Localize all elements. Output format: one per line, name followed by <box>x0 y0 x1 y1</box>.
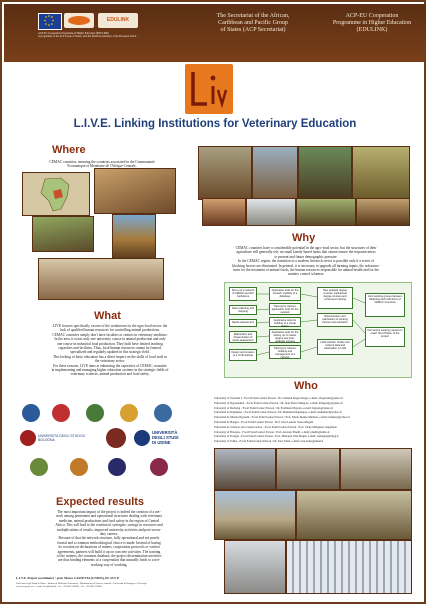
dschang-logo <box>86 404 104 422</box>
bangui-logo <box>154 404 172 422</box>
tour-photo <box>296 490 412 540</box>
acp-line-3: of States (ACP Secretariat) <box>220 27 286 33</box>
acp-secretariat-text <box>198 13 308 34</box>
what-line-11: in implementing and managing higher education systems in the strategic fields of <box>51 368 169 373</box>
edulink-line-2: Programme in Higher Education <box>332 20 412 26</box>
udine-label-line-2: DEGLI STUDI <box>152 435 179 440</box>
page-title: L.I.V.E. Linking Institutions for Veterinary Education <box>73 118 357 130</box>
eu-stars-icon <box>38 13 60 28</box>
perugia-logo <box>106 428 126 448</box>
flow-box-permanent-network: Permanent working network to reach 'Next Phase' of the project <box>365 327 405 347</box>
why-line-3: to present and future demographic pressure. <box>274 254 338 259</box>
flow-box-data: Data collecting and mapping <box>229 305 257 315</box>
who-entry-4: Université de Ndjamena - Focal Point/Contact Person : Dr. Mahamat Deguiagou, e-mail: mahamatd@yahoo.fr <box>214 410 342 415</box>
expected-line-11: of the trainers, the common database, the project dissemination activities <box>56 554 162 559</box>
expected-line-7: Because of that the network structure, fully operational and not purely <box>58 536 160 541</box>
who-entry-7: Université de Sciences de la Santé Gabon - Focal Point/Contact Person : Prof. Vicky Mbigueno Angelique <box>214 424 337 429</box>
what-line-5: one course in industrial food production. They both have limited teaching <box>57 341 163 346</box>
what-line-7: specialized and regularly updated in this strategic field. <box>70 350 150 355</box>
bologna-seal-icon <box>20 430 36 446</box>
where-line-1: CEMAC countries, meaning the countries associated in the Communauté <box>49 160 155 164</box>
udine-label-line-3: DI UDINE <box>152 440 171 445</box>
expected-line-5: multiplications of results, improved university activities and post-secon- <box>57 527 161 532</box>
africa-map-icon <box>23 173 89 215</box>
why-line-4: In the CEMAC region, the transition to a modern livestock sector is possible only if a series of <box>238 259 374 264</box>
acp-line-1: The Secretariat of the African, <box>216 13 290 19</box>
partner-logos <box>16 400 196 486</box>
expected-line-2: work among permanent and operational structures dealing with veterinary <box>55 514 163 519</box>
flow-box-new-courses: New updated degree courses: institutional degree courses and continuous training <box>317 287 353 309</box>
expected-results-heading: Expected results <box>56 496 145 508</box>
expected-line-12: are thus binding elements of a cooperation that naturally leads to a net- <box>58 558 160 563</box>
expected-line-6: dary careers. <box>99 532 119 537</box>
expected-line-3: medicine, animal productions and food safety in the region of Central <box>58 518 160 523</box>
flow-box-joint-groups: Joint working groups between Modeling and Institutions of CEMAC Countries <box>365 293 405 317</box>
what-line-2: lack of qualified human resources for controlling animal productions. <box>60 328 160 333</box>
where-line-2: Economique et Monétaire de l'Afrique Centrale. <box>67 164 137 169</box>
cattle-herder-photo <box>32 216 94 252</box>
who-entry-9: University of Perugia - Focal Point/Contact Person : Prof. Mariapia Vida Magni, e-mail: vpmagni@unipg.it <box>214 434 339 439</box>
flowchart <box>224 282 412 378</box>
flow-box-network: Set-up of a network of CEMAC and EU institutions <box>229 287 257 301</box>
livestock-photo <box>356 198 410 226</box>
why-line-7: sanitary control schemes. <box>287 272 325 277</box>
who-heading: Who <box>294 380 318 392</box>
why-text <box>198 246 414 277</box>
live-logo <box>185 64 233 114</box>
flow-arrows <box>225 283 411 377</box>
what-line-3: CEMAC countries simply don't have faculties or centres in veterinary medicine. <box>52 332 168 337</box>
flow-box-live-website: LIVE website: bodies and network data and valorisation in LIVE <box>317 339 353 355</box>
flow-box-training-tools: Training for trainers: application tools for the network <box>269 303 301 315</box>
flow-box-virtual-station: Applicative tools for building of a virtual station <box>269 317 301 327</box>
woman-farmer-photo <box>112 214 156 260</box>
what-line-9: the veterinary sector. <box>94 359 126 364</box>
edulink-label: EDULINK <box>106 17 130 23</box>
acp-logo <box>64 13 94 28</box>
who-entry-10: University of Udine - Focal Point/Contact Person : Dr. Sara Tomè, e-mail: sara.tome@uniud.it <box>214 439 324 444</box>
lab-classroom-photo <box>38 258 164 300</box>
street-market-photo <box>252 146 298 200</box>
footer-coordinator: L.I.V.E. Project coordinator : prof. Marco CASSETTA (UNIUD), Dr. SCF P. <box>16 576 120 580</box>
flow-box-website: Design and creation of a LIVE website <box>229 349 257 361</box>
footer-contact <box>16 582 212 588</box>
brazzaville-logo <box>30 458 48 476</box>
flow-box-training-network: Training for trainers: building and management of a network <box>269 345 301 359</box>
expected-results-text <box>10 510 208 567</box>
edulink-line-3: (EDULINK) <box>356 27 388 33</box>
butcher-photo <box>202 198 246 226</box>
map-photo <box>22 172 90 216</box>
cattle-savanna-photo <box>352 146 410 200</box>
who-entry-6: Université de Bangui - Focal Point/Contact Person : Prof. Jean Laurent Syssa-Magalé <box>214 419 314 424</box>
edulink-line-1: ACP-EU Cooperation <box>345 13 399 19</box>
udine-label <box>152 430 196 445</box>
who-entry-3: University of Dschang - Focal Point/Contact Person : Dr. Ferdinand Ngoula, e-mail: fngoula@yahoo.fr <box>214 405 334 410</box>
flow-box-needs: Needs assessment <box>229 319 257 327</box>
udine-seal-icon <box>134 430 150 446</box>
delegates-group-photo <box>214 448 276 490</box>
why-heading: Why <box>292 232 316 244</box>
ndjamena-logo <box>120 404 138 422</box>
footer-line-2: www.liveproject.it - e-mail: live@uniud.it - tel: +39 0432 558586 - fax: +39 0432 558603 <box>16 585 103 589</box>
footer-line-1: Université degli Studi di Udine - Istituto di Medicina Veterinaria - Dipartimento di Scienze Animali - Università di Bologna e di Perugia <box>16 582 147 585</box>
tchad-logo <box>108 458 126 476</box>
yaounde-logo <box>22 404 40 422</box>
expected-line-13: working way of working. <box>90 562 128 567</box>
what-line-12: veterinary sciences, animal production and food safety. <box>70 372 150 377</box>
udine-label-line-1: UNIVERSITÀ <box>152 430 178 435</box>
libreville-logo <box>70 458 88 476</box>
cameroon-logo <box>150 458 168 476</box>
who-entry-2: University of Ngaoundéré - Focal Point/Contact Person : Dr. Jean Pierre Mingoas, e-mail: mingoasjp@yahoo.fr <box>214 400 344 405</box>
what-text <box>10 324 210 377</box>
edulink-text <box>320 13 424 34</box>
expected-line-8: formal and a common methodological choice is made. Instead of basing <box>57 540 161 545</box>
flow-box-dissemination: Dissemination and valorisation of working themes and education <box>317 313 353 327</box>
flow-box-elaboration: Elaboration and dissemination of needs assessment <box>229 331 257 343</box>
who-entry-5: Université de Marien Ngouabi - Focal Point/Contact Person : Prof. Marie Denise Mankou, e-mail: mankou@yahoo.fr <box>214 415 351 420</box>
why-line-1: CEMAC countries have a considerable potential in the agro-food sector, but the structures of their <box>235 246 377 250</box>
what-heading: What <box>94 310 121 322</box>
logos-row <box>38 12 138 30</box>
flow-box-master-degree: Applicative tools for the setting up of master degree and post-graduate courses <box>269 329 301 343</box>
expected-line-9: its creation on declarations of intents, cooperation protocols or written <box>58 545 160 550</box>
what-line-4: In the area, it exists only one university course in animal production and only <box>54 337 166 342</box>
meeting-photo <box>276 448 340 490</box>
expected-line-4: Africa. This will lead to the creation of synergies, savings in resources and <box>55 523 163 528</box>
who-entry-8: University of Bologna - Focal Point/Contact Person : Prof. Antonio Pinelli, e-mail: pinelli@unibo.it <box>214 429 330 434</box>
building-photo <box>214 490 296 540</box>
what-line-6: capacities and facilities. Thus, local human resources cannot be formed, <box>58 346 162 351</box>
expected-line-10: agreements, partners will build it up on concrete activities. The training <box>57 549 161 554</box>
who-entry-1: University of Yaoundé I - Focal Point/Contact Person : Dr. Clément Roger Abega, e-mail: abegaclem@yahoo.fr <box>214 396 344 400</box>
lab-bottles-photo <box>286 540 412 594</box>
why-line-5: blocking factors are eliminated. In general, it is necessary to upgrade all farming inputs, the infrastruc- <box>232 263 380 268</box>
live-logo-mark <box>185 64 233 114</box>
why-line-6: tures for the treatment of animal foods, the human resources responsible for animal health and for the <box>233 268 379 273</box>
acp-line-2: Caribbean and Pacific Group <box>218 20 288 26</box>
why-line-2: agriculture still generally rely on small family-based farms that cannot ensure the responsiveness <box>236 250 376 255</box>
who-list <box>214 396 418 444</box>
cattle-herd-photo <box>198 146 252 200</box>
bologna-label: UNIVERSITÀ DEGLI STUDI DI BOLOGNA <box>38 434 85 442</box>
what-line-8: This lacking of basic education has a direct impact on the skills of local staff in <box>53 354 167 359</box>
fish-market-photo <box>246 198 296 226</box>
where-heading: Where <box>52 144 86 156</box>
conference-photo <box>340 448 412 490</box>
lab-equipment-photo <box>224 540 286 594</box>
flow-box-database: Applicative tools for the network: building of a database <box>269 287 301 301</box>
ngaoundere-logo <box>52 404 70 422</box>
what-line-10: For these reasons, LIVE aims at enhancing the capacities of CEMAC countries <box>53 363 167 368</box>
expected-line-1: The most important impact of the project is indeed the creation of a net- <box>57 510 161 514</box>
edulink-logo <box>98 13 138 28</box>
what-line-1: LIVE focuses specifically on one of the weaknesses in the agro-food sector: the <box>52 324 168 328</box>
cow-field-photo <box>298 146 352 200</box>
logos-caption: ACP-EU Cooperation Programme in Higher Education (EDULINK) A programme of the ACP Group of States, with the financial assistance of the European Union. <box>38 32 137 39</box>
goats-photo <box>296 198 356 226</box>
market-photo <box>94 168 176 214</box>
